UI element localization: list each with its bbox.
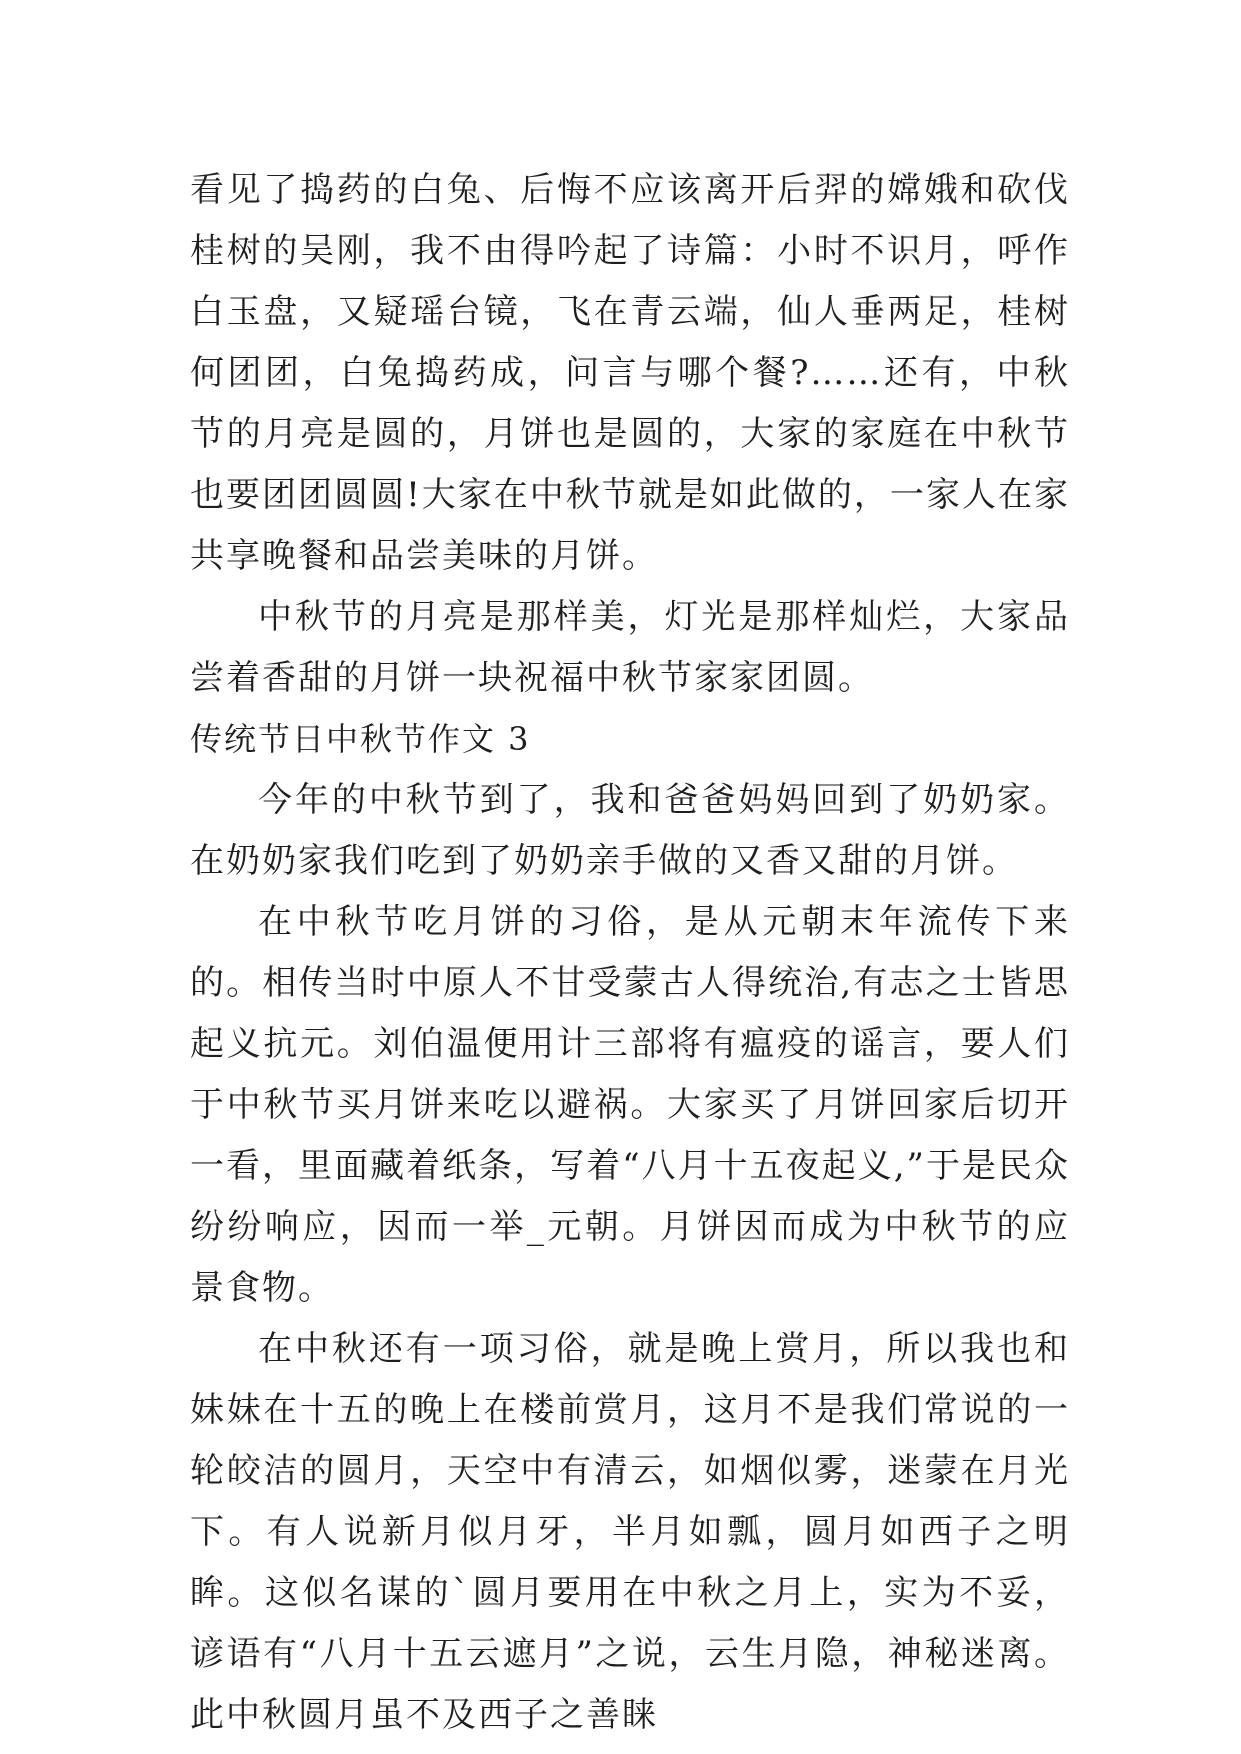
paragraph-1: 看见了捣药的白兔、后悔不应该离开后羿的嫦娥和砍伐桂树的吴刚，我不由得吟起了诗篇：小时不识月，呼作白玉盘，又疑瑶台镜，飞在青云端，仙人垂两足，桂树何团团，白兔捣药成，问言与哪个餐?……还有，中秋节的月亮是圆的，月饼也是圆的，大家的家庭在中秋节也要团团圆圆!大家在中秋节就是如此做的，一家人在家共享晚餐和品尝美味的月饼。 (190, 170, 1070, 576)
paragraph-3: 今年的中秋节到了，我和爸爸妈妈回到了奶奶家。在奶奶家我们吃到了奶奶亲手做的又香又甜的月饼。 (190, 780, 1070, 881)
paragraph-5: 在中秋还有一项习俗，就是晚上赏月，所以我也和妹妹在十五的晚上在楼前赏月，这月不是我们常说的一轮皎洁的圆月，天空中有清云，如烟似雾，迷蒙在月光下。有人说新月似月牙，半月如瓢，圆月如西子之明眸。这似名谋的`圆月要用在中秋之月上，实为不妥，谚语有“八月十五云遮月”之说，云生月隐，神秘迷离。此中秋圆月虽不及西子之善睐 (190, 1329, 1070, 1735)
paragraph-4: 在中秋节吃月饼的习俗，是从元朝末年流传下来的。相传当时中原人不甘受蒙古人得统治,有志之士皆思起义抗元。刘伯温便用计三部将有瘟疫的谣言，要人们于中秋节买月饼来吃以避祸。大家买了月饼回家后切开一看，里面藏着纸条，写着“八月十五夜起义,”于是民众纷纷响应，因而一举_元朝。月饼因而成为中秋节的应景食物。 (190, 902, 1070, 1308)
section-title: 传统节日中秋节作文 3 (190, 720, 531, 758)
document-body (190, 160, 1070, 1746)
paragraph-2: 中秋节的月亮是那样美，灯光是那样灿烂，大家品尝着香甜的月饼一块祝福中秋节家家团圆。 (190, 597, 1070, 698)
